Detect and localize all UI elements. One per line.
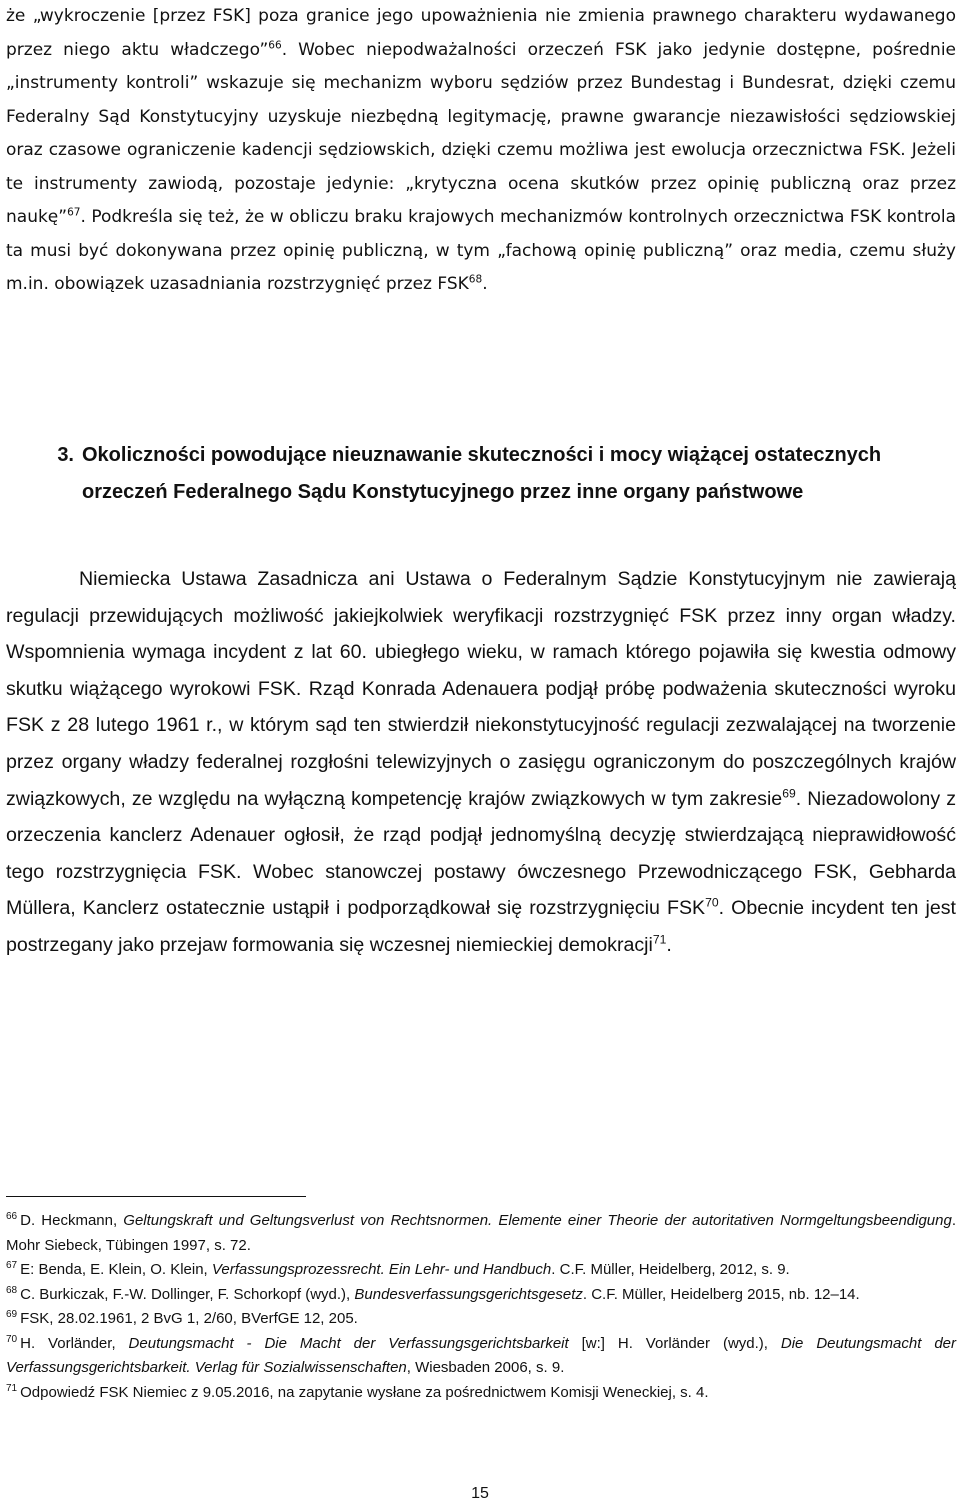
footnote-mark: 67 bbox=[6, 1260, 18, 1271]
footnotes bbox=[6, 1209, 956, 1405]
footnote-text: Odpowiedź FSK Niemiec z 9.05.2016, na zapytanie wysłane za pośrednictwem Komisji Weneckiej, s. 4. bbox=[20, 1383, 709, 1401]
text-run: . bbox=[666, 933, 672, 956]
section-number: 3. bbox=[57, 444, 74, 466]
footnote-text: . C.F. Müller, Heidelberg 2015, nb. 12–14. bbox=[582, 1285, 860, 1303]
section-heading-line-2: orzeczeń Federalnego Sądu Konstytucyjnego przez inne organy państwowe bbox=[82, 481, 804, 503]
footnote-ref-66[interactable]: 66 bbox=[268, 38, 282, 51]
footnote-separator bbox=[6, 1196, 306, 1197]
footnote-mark: 70 bbox=[6, 1333, 18, 1345]
footnote-text: [w:] H. Vorländer (wyd.), bbox=[568, 1334, 781, 1352]
footnote-title: Geltungskraft und Geltungsverlust von Rechtsnormen. Elemente einer Theorie der autoritativen Normgeltungsbeendigung bbox=[123, 1212, 952, 1229]
text-run: . Obecnie incydent ten jest postrzegany jako przejaw formowania się wczesnej niemieckiej demokracji bbox=[6, 897, 956, 956]
footnote-text: . Mohr Siebeck, Tübingen 1997, s. 72. bbox=[6, 1212, 956, 1254]
footnote-ref-70[interactable]: 70 bbox=[705, 895, 719, 910]
text-run: . Podkreśla się też, że w obliczu braku krajowych mechanizmów kontrolnych orzecznictwa FSK kontrola ta musi być dokonywana przez opinię publiczną, w tym „fachową opinię publiczną” oraz media, czemu służy m.in. obowiązek uzasadniania rozstrzygnięć przez FSK bbox=[6, 207, 956, 294]
footnote-title: Deutungsmacht - Die Macht der Verfassungsgerichtsbarkeit bbox=[128, 1334, 569, 1352]
footnote-ref-69[interactable]: 69 bbox=[782, 786, 796, 801]
footnote-text: . C.F. Müller, Heidelberg, 2012, s. 9. bbox=[551, 1261, 790, 1278]
footnote-title: Die Deutungsmacht der Verfassungsgerichtsbarkeit. Verlag für Sozialwissenschaften bbox=[6, 1334, 957, 1376]
body-paragraph-2 bbox=[6, 561, 956, 964]
text-run: Niemiecka Ustawa Zasadnicza ani Ustawa o Federalnym Sądzie Konstytucyjnym nie zawierają regulacji przewidujących możliwość jakiejkolwiek weryfikacji rozstrzygnięć FSK przez inny organ władzy. Wspomnienia wymaga incydent z lat 60. ubiegłego wieku, w ramach którego pojawiła się kwestia odmowy skutku wiążącego wyrokowi FSK. Rząd Konrada Adenauera podjął próbę podważenia skuteczności wyroku FSK z 28 lutego 1961 r., w którym sąd ten stwierdził niekonstytucyjność regulacji zezwalającej na tworzenie przez organy władzy federalnej rozgłośni telewizyjnych o zasięgu ograniczonym do poszczególnych krajów związkowych, ze względu na wyłączną kompetencję krajów związkowych w tym zakresie bbox=[6, 568, 956, 810]
body-paragraph-1 bbox=[6, 0, 956, 302]
footnote-ref-67[interactable]: 67 bbox=[67, 206, 81, 219]
footnote-69 bbox=[6, 1307, 956, 1332]
footnote-mark: 66 bbox=[6, 1211, 18, 1222]
text-run: . bbox=[482, 274, 488, 294]
page-number: 15 bbox=[471, 1485, 489, 1502]
footnote-title: Verfassungsprozessrecht. Ein Lehr- und Handbuch bbox=[211, 1261, 552, 1278]
footnote-67 bbox=[6, 1258, 956, 1283]
footnote-68 bbox=[6, 1283, 956, 1308]
footnote-text: H. Vorländer, bbox=[20, 1334, 129, 1352]
footnote-ref-68[interactable]: 68 bbox=[468, 273, 483, 286]
section-heading-line-1: Okoliczności powodujące nieuznawanie skuteczności i mocy wiążącej ostatecznych bbox=[82, 444, 882, 466]
footnote-70 bbox=[6, 1332, 956, 1381]
footnote-text: , Wiesbaden 2006, s. 9. bbox=[406, 1359, 565, 1376]
footnote-mark: 69 bbox=[6, 1309, 18, 1320]
footnote-text: FSK, 28.02.1961, 2 BvG 1, 2/60, BVerfGE 12, 205. bbox=[20, 1310, 358, 1327]
footnote-mark: 71 bbox=[6, 1382, 18, 1394]
footnote-text: E: Benda, E. Klein, O. Klein, bbox=[20, 1261, 212, 1278]
footnote-ref-71[interactable]: 71 bbox=[652, 932, 667, 947]
text-run: że „wykroczenie [przez FSK] poza granice jego upoważnienia nie zmienia prawnego charakteru wydawanego przez niego aktu władczego” bbox=[6, 6, 956, 60]
text-run: . Wobec niepodważalności orzeczeń FSK jako jedynie dostępne, pośrednie „instrumenty kontroli” wskazuje się mechanizm wyboru sędziów przez Bundestag i Bundesrat, dzięki czemu Federalny Sąd Konstytucyjny uzyskuje niezbędną legitymację, prawne gwarancje niezawisłości sędziowskiej oraz czasowe ograniczenie kadencji sędziowskich, dzięki czemu możliwa jest ewolucja orzecznictwa FSK. Jeżeli te instrumenty zawiodą, pozostaje jedynie: „krytyczna ocena skutków przez opinię publiczną oraz przez naukę” bbox=[6, 39, 956, 227]
footnote-text: D. Heckmann, bbox=[20, 1212, 124, 1229]
footnote-71 bbox=[6, 1381, 956, 1406]
text-run: . Niezadowolony z orzeczenia kanclerz Adenauer ogłosił, że rząd podjął jednomyślną decyzję stwierdzającą nieprawidłowość tego rozstrzygnięcia FSK. Wobec stanowczej postawy ówczesnego Przewodniczącego FSK, Gebharda Müllera, Kanclerz ostatecznie ustąpił i podporządkował się rozstrzygnięciu FSK bbox=[6, 787, 956, 920]
footnote-66 bbox=[6, 1209, 956, 1258]
footnote-mark: 68 bbox=[6, 1284, 18, 1296]
footnote-text: C. Burkiczak, F.-W. Dollinger, F. Schorkopf (wyd.), bbox=[20, 1285, 355, 1303]
footnote-title: Bundesverfassungsgerichtsgesetz bbox=[354, 1285, 583, 1303]
section-heading bbox=[6, 437, 956, 511]
